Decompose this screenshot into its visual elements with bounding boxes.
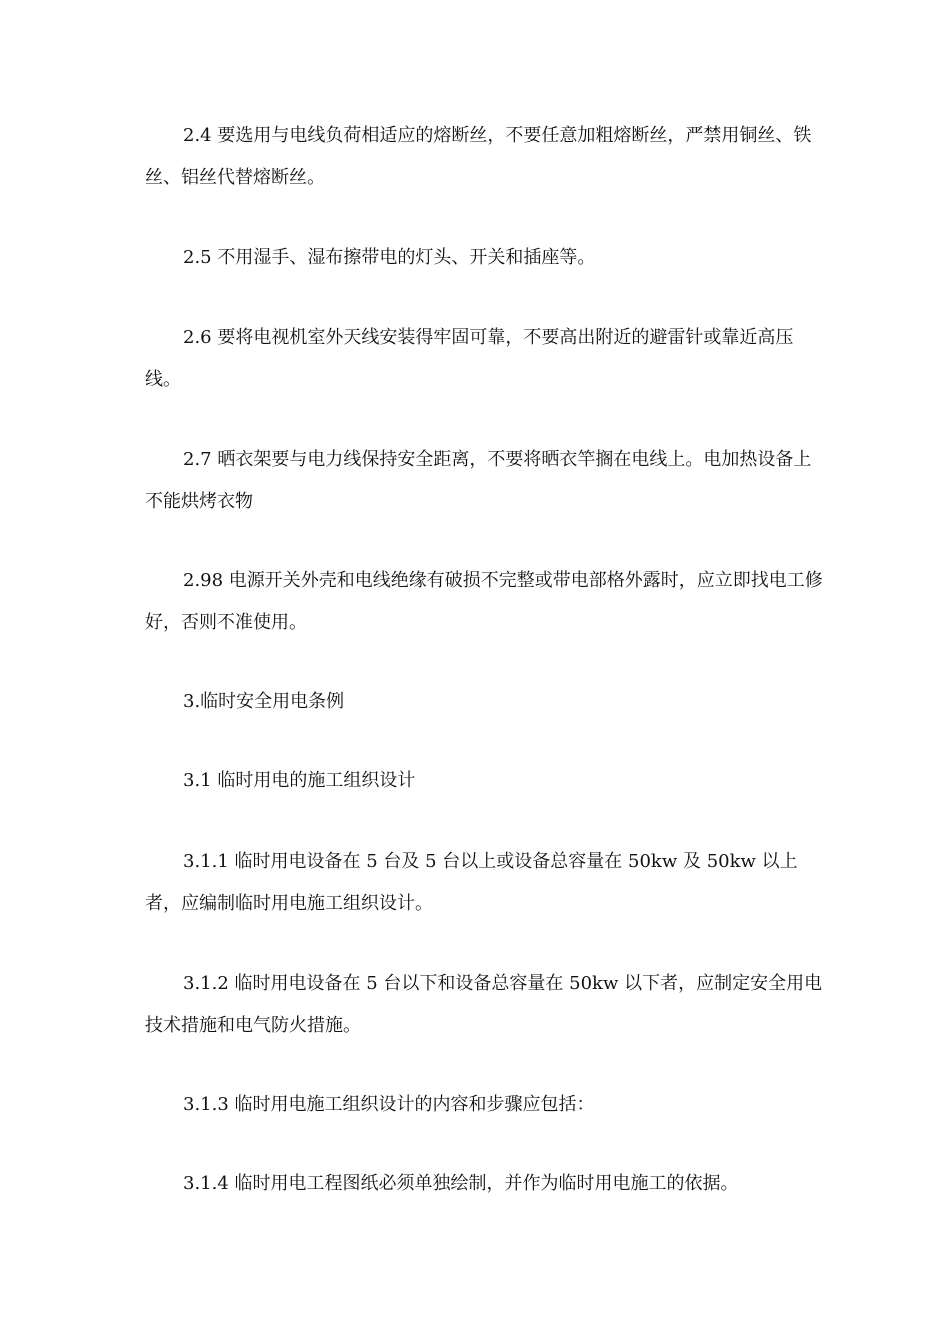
subsection-heading-3-1: 3.1 临时用电的施工组织设计 <box>183 770 416 791</box>
paragraph-3-1-1: 3.1.1 临时用电设备在 5 台及 5 台以上或设备总容量在 50kw 及 50kw 以上者，应编制临时用电施工组织设计。 <box>145 851 798 914</box>
paragraph-2-4: 2.4 要选用与电线负荷相适应的熔断丝，不要任意加粗熔断丝，严禁用铜丝、铁丝、铝丝代替熔断丝。 <box>145 125 812 188</box>
paragraph-2-6: 2.6 要将电视机室外天线安装得牢固可靠，不要高出附近的避雷针或靠近高压线。 <box>145 327 794 390</box>
paragraph-3-1-3: 3.1.3 临时用电施工组织设计的内容和步骤应包括： <box>183 1094 595 1115</box>
paragraph-2-98: 2.98 电源开关外壳和电线绝缘有破损不完整或带电部格外露时，应立即找电工修好，否则不准使用。 <box>145 570 823 633</box>
paragraph-3-1-2: 3.1.2 临时用电设备在 5 台以下和设备总容量在 50kw 以下者，应制定安全用电技术措施和电气防火措施。 <box>145 973 823 1036</box>
paragraph-2-7: 2.7 晒衣架要与电力线保持安全距离，不要将晒衣竿搁在电线上。电加热设备上不能烘烤衣物 <box>145 449 812 512</box>
paragraph-3-1-4: 3.1.4 临时用电工程图纸必须单独绘制，并作为临时用电施工的依据。 <box>183 1173 739 1194</box>
section-heading-3: 3.临时安全用电条例 <box>183 691 345 712</box>
paragraph-2-5: 2.5 不用湿手、湿布擦带电的灯头、开关和插座等。 <box>183 247 596 268</box>
